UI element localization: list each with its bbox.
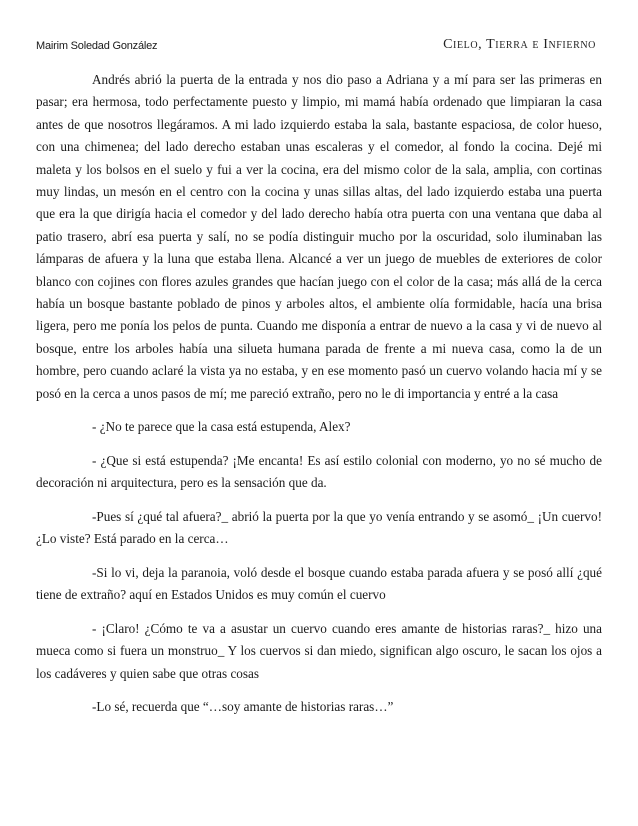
- document-body: [36, 69, 602, 719]
- dialogue-line: -Lo sé, recuerda que “…soy amante de historias raras…”: [92, 699, 394, 715]
- dialogue-line: -Si lo vi, deja la paranoia, voló desde el bosque cuando estaba parada afuera y se posó allí ¿qué tiene de extraño? aquí en Estados Unidos es muy común el cuervo: [36, 564, 602, 603]
- narrative-paragraph: Andrés abrió la puerta de la entrada y nos dio paso a Adriana y a mí para ser las primeras en pasar; era hermosa, todo perfectamente puesto y limpio, mi mamá había ordenado que limpiaran la casa antes de que nosotros llegáramos. A mi lado izquierdo estaba la sala, bastante espaciosa, de color hueso, con una chimenea; del lado derecho estaban unas escaleras y el comedor, al fondo la cocina. Dejé mi maleta y los bolsos en el suelo y fui a ver la cocina, era del mismo color de la sala, amplia, con cortinas muy lindas, un mesón en el centro con la cocina y unas sillas altas, del lado izquierdo estaba una puerta que era la que dirigía hacia el comedor y del lado derecho había otra puerta con una ventana que daba al patio trasero, abrí esa puerta y salí, no se podía distinguir mucho por la oscuridad, solo iluminaban las lámparas de afuera y la luna que estaba llena. Alcancé a ver un juego de muebles de exteriores de color blanco con cojines con flores azules grandes que hacían juego con el color de la casa; más allá de la cerca había un bosque bastante poblado de pinos y arboles altos, el ambiente olía formidable, hacía una brisa ligera, pero me ponía los pelos de punta. Cuando me disponía a entrar de nuevo a la casa y vi de nuevo al bosque, entre los arboles había una silueta humana parada de frente a mi nueva casa, como la de un hombre, pero cuando aclaré la vista ya no estaba, y en ese momento pasó un cuervo volando hacia mí y se posó en la cerca a unos pasos de mí; me pareció extraño, pero no le di importancia y entré a la casa: [36, 72, 602, 401]
- dialogue-line: - ¿Que si está estupenda? ¡Me encanta! Es así estilo colonial con moderno, yo no sé mucho de decoración ni arquitectura, pero es la sensación que da.: [36, 452, 602, 491]
- page-header: [36, 37, 602, 56]
- header-author: Mairim Soledad González: [36, 40, 158, 52]
- dialogue-line: -Pues sí ¿qué tal afuera?_ abrió la puerta por la que yo venía entrando y se asomó_ ¡Un cuervo! ¿Lo viste? Está parado en la cerca…: [36, 508, 602, 547]
- dialogue-line: - ¿No te parece que la casa está estupenda, Alex?: [92, 419, 351, 435]
- dialogue-line: - ¡Claro! ¿Cómo te va a asustar un cuervo cuando eres amante de historias raras?_ hizo una mueca como si fuera un monstruo_ Y los cuervos si dan miedo, significan algo oscuro, le sacan los ojos a los cadáveres y quien sabe que otras cosas: [36, 620, 602, 681]
- header-book-title: Cielo, Tierra e Infierno: [443, 37, 596, 52]
